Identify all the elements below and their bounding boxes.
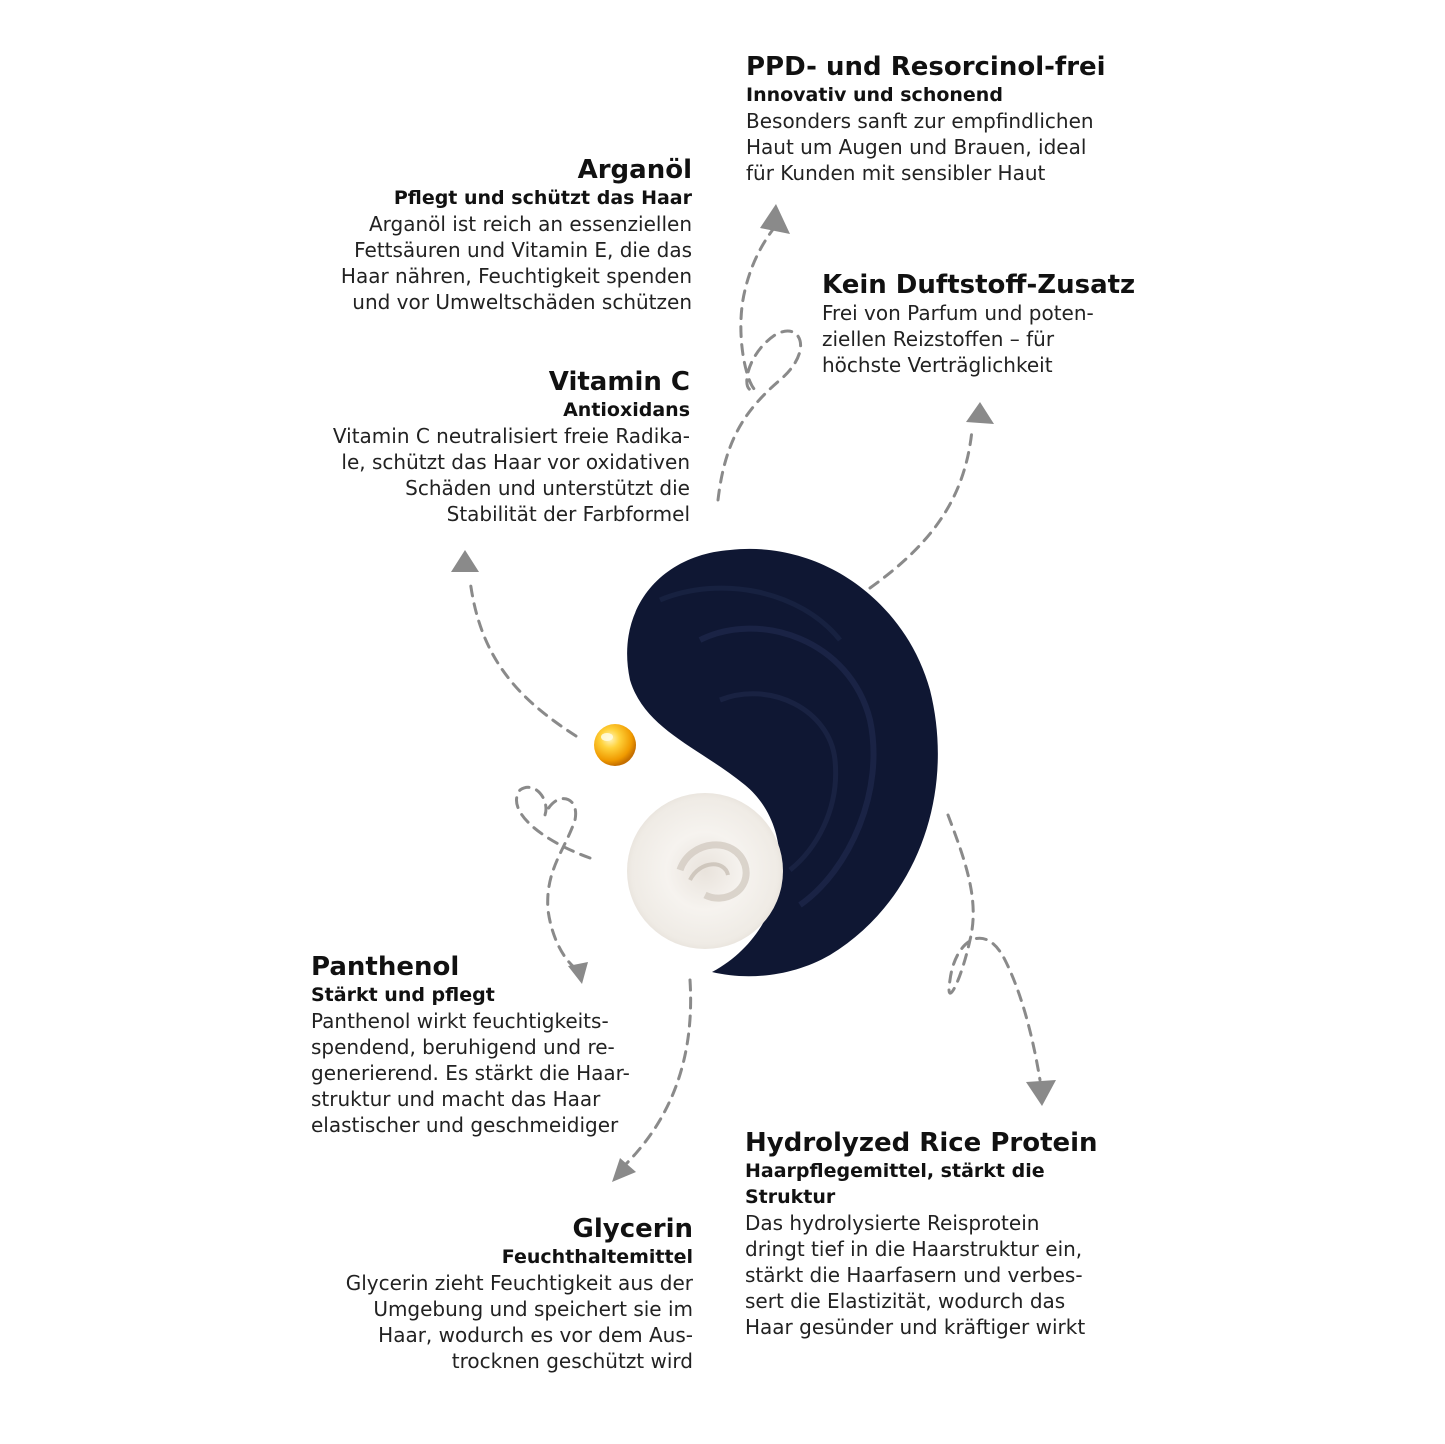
ingredient-description — [745, 1210, 1098, 1340]
description-line: Schäden und unterstützt die — [405, 476, 690, 500]
ingredient-vitamin-c — [333, 367, 690, 527]
description-line: Haut um Augen und Brauen, ideal — [746, 135, 1087, 159]
ingredient-subtitle: Antioxidans — [563, 399, 690, 421]
description-line: Fettsäuren und Vitamin E, die das — [354, 238, 692, 262]
description-line: Haar gesünder und kräftiger wirkt — [745, 1315, 1086, 1339]
ingredient-description — [341, 211, 692, 315]
ingredient-title: Hydrolyzed Rice Protein — [745, 1128, 1098, 1158]
ingredient-subtitle — [745, 1158, 1098, 1210]
ingredient-description — [822, 300, 1135, 378]
arrow-to-glycerin — [625, 980, 691, 1165]
ingredient-description — [746, 108, 1106, 186]
description-line: le, schützt das Haar vor oxidativen — [341, 450, 690, 474]
ingredient-subtitle: Stärkt und pflegt — [311, 984, 495, 1006]
arrowhead-rice-protein — [1026, 1080, 1056, 1106]
description-line: ziellen Reizstoffen – für — [822, 327, 1055, 351]
description-line: und vor Umweltschäden schützen — [352, 290, 692, 314]
description-line: elastischer und geschmeidiger — [311, 1113, 619, 1137]
arrowhead-ppd — [760, 204, 790, 234]
ingredient-title: Vitamin C — [548, 367, 690, 397]
ingredient-subtitle: Innovativ und schonend — [746, 84, 1003, 106]
subtitle-line: Struktur — [745, 1186, 836, 1208]
ingredient-subtitle: Feuchthaltemittel — [501, 1246, 693, 1268]
ingredient-ppd-free — [746, 52, 1106, 186]
description-line: Glycerin zieht Feuchtigkeit aus der — [345, 1271, 693, 1295]
description-line: Panthenol wirkt feuchtigkeits- — [311, 1009, 609, 1033]
description-line: trocknen geschützt wird — [451, 1349, 693, 1373]
arrow-to-duftstoff — [870, 430, 972, 588]
description-line: Stabilität der Farbformel — [446, 502, 690, 526]
description-line: generierend. Es stärkt die Haar- — [311, 1061, 630, 1085]
arrow-to-rice-protein — [948, 815, 1040, 1080]
subtitle-line: Haarpflegemittel, stärkt die — [745, 1160, 1045, 1182]
arrow-to-ppd — [718, 228, 801, 500]
ingredient-title: Arganöl — [577, 155, 692, 185]
arrow-to-vitamin-c — [470, 580, 576, 736]
ingredient-title: PPD- und Resorcinol-frei — [746, 52, 1106, 82]
description-line: Das hydrolysierte Reisprotein — [745, 1211, 1040, 1235]
cream-dollop — [627, 793, 783, 949]
ingredient-description — [333, 423, 690, 527]
description-line: stärkt die Haarfasern und verbes- — [745, 1263, 1083, 1287]
arrowhead-duftstoff — [966, 402, 994, 424]
ingredient-title: Kein Duftstoff-Zusatz — [822, 270, 1136, 300]
ingredient-hydrolyzed-rice-protein — [745, 1128, 1098, 1340]
description-line: spendend, beruhigend und re- — [311, 1035, 615, 1059]
description-line: Besonders sanft zur empfindlichen — [746, 109, 1094, 133]
description-line: Arganöl ist reich an essenziellen — [368, 212, 692, 236]
description-line: struktur und macht das Haar — [311, 1087, 601, 1111]
description-line: Haar nähren, Feuchtigkeit spenden — [340, 264, 692, 288]
arrowhead-vitamin-c — [451, 550, 479, 572]
description-line: höchste Verträglichkeit — [822, 353, 1053, 377]
ingredient-title: Glycerin — [572, 1214, 693, 1244]
description-line: Frei von Parfum und poten- — [822, 301, 1094, 325]
description-line: für Kunden mit sensibler Haut — [746, 161, 1046, 185]
description-line: sert die Elastizität, wodurch das — [745, 1289, 1066, 1313]
description-line: Umgebung und speichert sie im — [373, 1297, 693, 1321]
ingredient-description — [346, 1270, 693, 1374]
ingredient-arganoel — [341, 155, 692, 315]
arrowhead-glycerin — [612, 1158, 636, 1182]
arrow-to-panthenol — [516, 787, 590, 968]
description-line: Haar, wodurch es vor dem Aus- — [378, 1323, 693, 1347]
ingredient-description — [311, 1008, 630, 1138]
ingredient-glycerin — [346, 1214, 693, 1374]
ingredient-subtitle: Pflegt und schützt das Haar — [393, 187, 692, 209]
oil-droplet — [594, 724, 636, 766]
ingredient-kein-duftstoff — [822, 270, 1135, 378]
ingredient-title: Panthenol — [311, 952, 460, 982]
description-line: Vitamin C neutralisiert freie Radika- — [332, 424, 690, 448]
ingredient-panthenol — [311, 952, 630, 1138]
description-line: dringt tief in die Haarstruktur ein, — [745, 1237, 1083, 1261]
